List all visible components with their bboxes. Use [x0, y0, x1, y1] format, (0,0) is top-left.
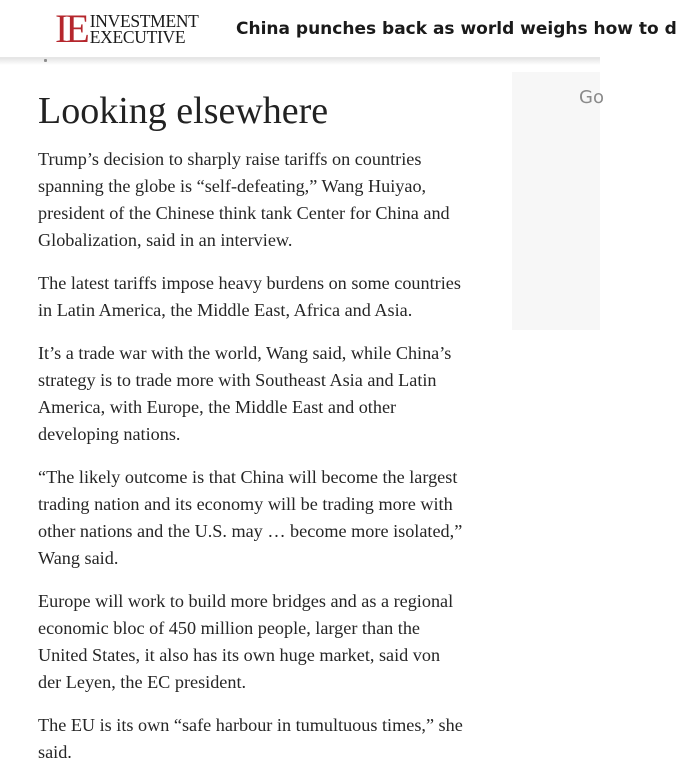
paragraph-line: The latest tariffs impose heavy burdens on some countries	[38, 273, 461, 293]
section-heading: Looking elsewhere	[38, 90, 329, 132]
article-paragraph	[38, 146, 498, 254]
paragraph-line: It’s a trade war with the world, Wang said, while China’s	[38, 343, 452, 363]
article-paragraph	[38, 588, 498, 696]
logo-word-investment: INVESTMENT	[89, 11, 199, 31]
header-ticker-headline[interactable]: China punches back as world weighs how to d	[236, 19, 677, 39]
paragraph-line: Europe will work to build more bridges and as a regional	[38, 591, 454, 611]
paragraph-line: Globalization, said in an interview.	[38, 230, 293, 250]
paragraph-line: strategy is to trade more with Southeast Asia and Latin	[38, 370, 437, 390]
sidebar-ad-text: Go	[579, 87, 604, 108]
paragraph-line: “The likely outcome is that China will become the largest	[38, 467, 458, 487]
article-paragraph	[38, 270, 498, 324]
paragraph-line: spanning the globe is “self-defeating,” Wang Huiyao,	[38, 176, 427, 196]
article-paragraph	[38, 712, 498, 766]
article-paragraph	[38, 340, 498, 448]
paragraph-line: developing nations.	[38, 424, 181, 444]
paragraph-line: The EU is its own “safe harbour in tumultuous times,” she	[38, 715, 463, 735]
paragraph-line: other nations and the U.S. may … become more isolated,”	[38, 521, 463, 541]
paragraph-line: trading nation and its economy will be trading more with	[38, 494, 453, 514]
logo-wordmark	[90, 13, 199, 45]
header-shadow	[0, 57, 600, 65]
paragraph-line: America, with Europe, the Middle East and other	[38, 397, 397, 417]
logo-word-executive: EXECUTIVE	[89, 27, 186, 47]
paragraph-line: president of the Chinese think tank Center for China and	[38, 203, 450, 223]
paragraph-line: der Leyen, the EC president.	[38, 672, 247, 692]
article-paragraph	[38, 464, 498, 572]
paragraph-line: Trump’s decision to sharply raise tariffs on countries	[38, 149, 422, 169]
paragraph-line: Wang said.	[38, 548, 119, 568]
paragraph-line: said.	[38, 742, 72, 762]
paragraph-line: in Latin America, the Middle East, Africa and Asia.	[38, 300, 413, 320]
site-header	[0, 0, 677, 58]
sidebar-ad[interactable]	[512, 72, 604, 330]
paragraph-line: United States, it also has its own huge market, said von	[38, 645, 441, 665]
site-logo[interactable]	[55, 6, 199, 51]
logo-mark: IE	[55, 6, 87, 51]
paragraph-line: economic bloc of 450 million people, larger than the	[38, 618, 420, 638]
article-body	[38, 88, 498, 782]
